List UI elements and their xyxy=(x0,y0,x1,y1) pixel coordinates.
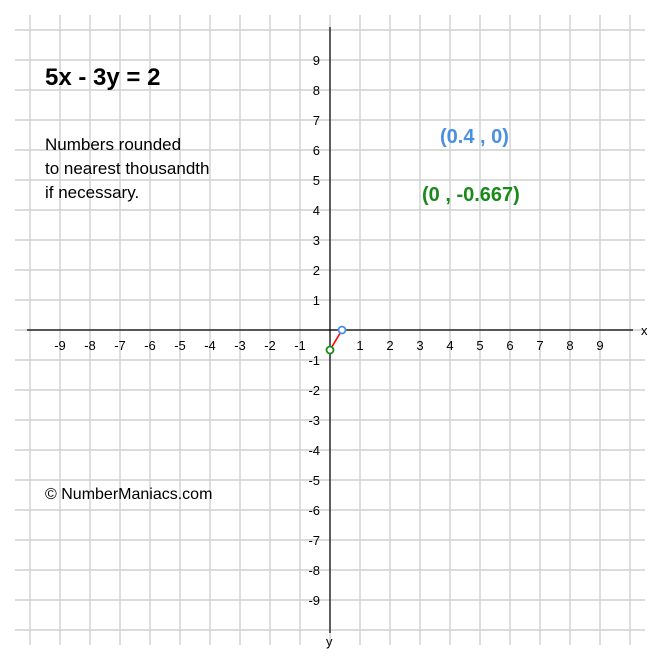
x-tick-label: -6 xyxy=(144,338,156,353)
y-tick-label: -6 xyxy=(308,503,320,518)
y-tick-label: 7 xyxy=(312,113,320,128)
y-tick-label: 5 xyxy=(312,173,320,188)
x-tick-label: 9 xyxy=(596,338,604,353)
x-tick-label: -5 xyxy=(174,338,186,353)
copyright-notice: © NumberManiacs.com xyxy=(45,486,213,503)
x-intercept-label: (0.4 , 0) xyxy=(440,126,509,148)
y-tick-label: -5 xyxy=(308,473,320,488)
y-axis-label: y xyxy=(326,634,333,649)
y-intercept-point xyxy=(327,347,334,354)
rounding-note-line-2: to nearest thousandth xyxy=(45,159,210,178)
x-tick-label: 7 xyxy=(536,338,544,353)
y-tick-label: -2 xyxy=(308,383,320,398)
x-tick-label: 5 xyxy=(476,338,484,353)
x-tick-label: 8 xyxy=(566,338,574,353)
x-tick-label: -2 xyxy=(264,338,276,353)
x-intercept-point xyxy=(339,327,346,334)
x-tick-label: -9 xyxy=(54,338,66,353)
y-tick-label: 3 xyxy=(312,233,320,248)
x-tick-label: 2 xyxy=(386,338,394,353)
equation-title: 5x - 3y = 2 xyxy=(45,64,161,91)
x-tick-label: 3 xyxy=(416,338,424,353)
x-tick-label: 4 xyxy=(446,338,454,353)
y-tick-label: 2 xyxy=(312,263,320,278)
x-tick-label: -4 xyxy=(204,338,216,353)
y-tick-label: 4 xyxy=(312,203,320,218)
x-tick-label: -3 xyxy=(234,338,246,353)
rounding-note-line-3: if necessary. xyxy=(45,183,140,202)
y-tick-label: -3 xyxy=(308,413,320,428)
x-tick-label: -8 xyxy=(84,338,96,353)
y-tick-label: -1 xyxy=(308,353,320,368)
y-tick-label: 8 xyxy=(312,83,320,98)
x-tick-label: -7 xyxy=(114,338,126,353)
x-axis-label: x xyxy=(641,323,648,338)
y-tick-label: 6 xyxy=(312,143,320,158)
x-tick-label: 1 xyxy=(356,338,364,353)
y-tick-label: 1 xyxy=(312,293,320,308)
y-tick-label: -9 xyxy=(308,593,320,608)
y-tick-label: 9 xyxy=(312,53,320,68)
y-tick-label: -8 xyxy=(308,563,320,578)
y-intercept-label: (0 , -0.667) xyxy=(422,184,520,206)
x-tick-label: -1 xyxy=(294,338,306,353)
x-tick-label: 6 xyxy=(506,338,514,353)
rounding-note-line-1: Numbers rounded xyxy=(45,135,182,154)
y-tick-label: -7 xyxy=(308,533,320,548)
y-tick-label: -4 xyxy=(308,443,320,458)
